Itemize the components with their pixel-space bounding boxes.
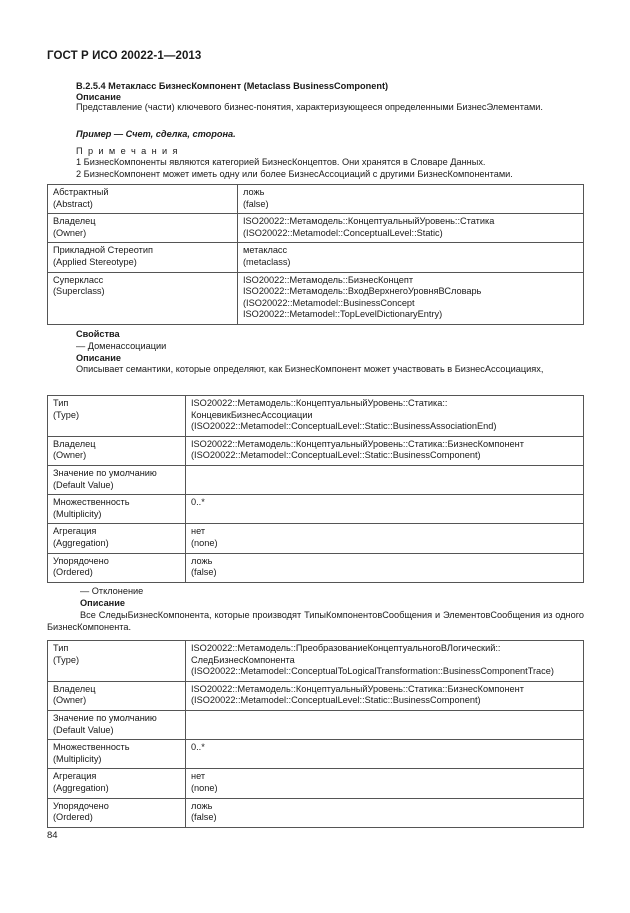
property-name-cell xyxy=(48,185,238,214)
cell-line: ISO20022::Метамодель::БизнесКонцепт xyxy=(243,274,414,285)
property-name-cell xyxy=(48,272,238,324)
table-row xyxy=(48,553,584,582)
table-row xyxy=(48,524,584,553)
property-value-cell xyxy=(186,553,584,582)
cell-line: Владелец xyxy=(53,216,96,227)
table-row xyxy=(48,798,584,827)
domain-associations-table-body xyxy=(48,396,584,583)
cell-line: Множественность xyxy=(53,497,130,508)
cell-line: Значение по умолчанию xyxy=(53,467,157,478)
property-name-cell xyxy=(48,798,186,827)
cell-line: 0..* xyxy=(191,742,205,753)
table-row xyxy=(48,272,584,324)
cell-line: ISO20022::Метамодель::ВходВерхнегоУровняВСловарь xyxy=(243,286,482,297)
property-value-cell xyxy=(186,641,584,682)
property-name-cell xyxy=(48,396,186,437)
deviation-description-text: Все СледыБизнесКомпонента, которые производят ТипыКомпонентовСообщения и ЭлементовСообщения из одного БизнесКомпонента. xyxy=(47,610,584,632)
cell-line: ложь xyxy=(191,555,213,566)
cell-line: ISO20022::Метамодель::КонцептуальныйУровень::Статика::БизнесКомпонент xyxy=(191,683,524,694)
cell-line: (ISO20022::Metamodel::BusinessConcept xyxy=(243,297,415,308)
cell-line: (Default Value) xyxy=(53,724,114,735)
property-value-cell xyxy=(186,396,584,437)
property-name-cell xyxy=(48,740,186,769)
table-row xyxy=(48,740,584,769)
property-name-cell xyxy=(48,553,186,582)
cell-line: Упорядочено xyxy=(53,555,109,566)
cell-line: (Type) xyxy=(53,409,80,420)
cell-line: (ISO20022::Metamodel::ConceptualLevel::Static) xyxy=(243,227,443,238)
cell-line: ISO20022::Metamodel::TopLevelDictionaryEntry) xyxy=(243,309,443,320)
cell-line: (false) xyxy=(243,198,269,209)
cell-line: ISO20022::Метамодель::ПреобразованиеКонцептуальногоВЛогический:: xyxy=(191,643,501,653)
cell-line: метакласс xyxy=(243,245,288,256)
section-heading: B.2.5.4 Метакласс БизнесКомпонент (Metaclass BusinessComponent) xyxy=(76,81,389,91)
property-name-cell xyxy=(48,243,238,272)
cell-line: Агрегация xyxy=(53,526,97,537)
property-item-deviation: — Отклонение xyxy=(80,586,144,596)
cell-line: (ISO20022::Metamodel::ConceptualLevel::Static::BusinessAssociationEnd) xyxy=(191,421,497,432)
property-value-cell xyxy=(186,740,584,769)
cell-line: (Ordered) xyxy=(53,812,93,823)
cell-line: (false) xyxy=(191,812,217,823)
metaclass-table-body xyxy=(48,185,584,325)
property-value-cell xyxy=(238,243,584,272)
table-row xyxy=(48,436,584,465)
cell-line: (Owner) xyxy=(53,450,87,461)
cell-line: Значение по умолчанию xyxy=(53,712,157,723)
property-value-cell xyxy=(186,436,584,465)
cell-line: Абстрактный xyxy=(53,187,109,197)
property-name-cell xyxy=(48,214,238,243)
table-row xyxy=(48,681,584,710)
cell-line: (Type) xyxy=(53,654,80,665)
deviation-table-body xyxy=(48,641,584,828)
cell-line: Тип xyxy=(53,643,69,653)
property-value-cell xyxy=(186,710,584,739)
cell-line: (Aggregation) xyxy=(53,537,109,548)
cell-line: (ISO20022::Metamodel::ConceptualLevel::Static::BusinessComponent) xyxy=(191,450,481,461)
cell-line: (Abstract) xyxy=(53,198,93,209)
property-value-cell xyxy=(186,495,584,524)
table-row xyxy=(48,495,584,524)
cell-line: нет xyxy=(191,526,206,537)
deviation-table xyxy=(47,640,584,828)
table-row xyxy=(48,185,584,214)
property-name-cell xyxy=(48,769,186,798)
property-value-cell xyxy=(238,272,584,324)
cell-line: Владелец xyxy=(53,438,96,449)
description-label: Описание xyxy=(76,92,121,102)
cell-line: Суперкласс xyxy=(53,274,104,285)
note-1: 1 БизнесКомпоненты являются категорией БизнесКонцептов. Они хранятся в Словаре Данных. xyxy=(76,157,486,167)
notes-label: П р и м е ч а н и я xyxy=(76,146,179,156)
table-row xyxy=(48,243,584,272)
table-row xyxy=(48,641,584,682)
cell-line: (Multiplicity) xyxy=(53,508,102,519)
cell-line: Тип xyxy=(53,398,69,408)
metaclass-table xyxy=(47,184,584,325)
property-name-cell xyxy=(48,681,186,710)
table-row xyxy=(48,710,584,739)
cell-line: 0..* xyxy=(191,497,205,508)
property-value-cell xyxy=(186,465,584,494)
cell-line: (Applied Stereotype) xyxy=(53,256,137,267)
cell-line: ISO20022::Метамодель::КонцептуальныйУровень::Статика::БизнесКомпонент xyxy=(191,438,524,449)
cell-line: (metaclass) xyxy=(243,256,291,267)
property-value-cell xyxy=(238,185,584,214)
property-value-cell xyxy=(186,524,584,553)
table-row xyxy=(48,769,584,798)
cell-line: (Superclass) xyxy=(53,286,105,297)
property-value-cell xyxy=(238,214,584,243)
deviation-description-label: Описание xyxy=(80,598,125,608)
property-value-cell xyxy=(186,798,584,827)
property-name-cell xyxy=(48,641,186,682)
cell-line: Прикладной Стереотип xyxy=(53,245,153,256)
property-description-text: Описывает семантики, которые определяют, как БизнесКомпонент может участвовать в БизнесАссоциациях, xyxy=(76,364,544,374)
cell-line: (none) xyxy=(191,537,218,548)
table-row xyxy=(48,465,584,494)
cell-line: (ISO20022::Metamodel::ConceptualToLogicalTransformation::BusinessComponentTrace) xyxy=(191,666,554,677)
table-row xyxy=(48,214,584,243)
table-row xyxy=(48,396,584,437)
cell-line: (false) xyxy=(191,567,217,578)
property-name-cell xyxy=(48,465,186,494)
property-name-cell xyxy=(48,436,186,465)
cell-line: СледБизнесКомпонента xyxy=(191,654,295,665)
property-name-cell xyxy=(48,524,186,553)
cell-line: ложь xyxy=(191,800,213,811)
cell-line: Владелец xyxy=(53,683,96,694)
cell-line: ISO20022::Метамодель::КонцептуальныйУровень::Статика xyxy=(243,216,495,227)
cell-line: нет xyxy=(191,771,206,782)
cell-line: (ISO20022::Metamodel::ConceptualLevel::Static::BusinessComponent) xyxy=(191,695,481,706)
description-text xyxy=(76,101,584,113)
cell-line: (Ordered) xyxy=(53,567,93,578)
cell-line: (Owner) xyxy=(53,695,87,706)
cell-line: ложь xyxy=(243,187,265,197)
property-description-label: Описание xyxy=(76,353,121,363)
property-name-cell xyxy=(48,495,186,524)
cell-line: ISO20022::Метамодель::КонцептуальныйУровень::Статика:: xyxy=(191,398,448,408)
cell-line: (none) xyxy=(191,782,218,793)
properties-label: Свойства xyxy=(76,329,120,339)
page-header: ГОСТ Р ИСО 20022-1—2013 xyxy=(47,50,202,62)
property-name-cell xyxy=(48,710,186,739)
cell-line: (Default Value) xyxy=(53,479,114,490)
cell-line: (Owner) xyxy=(53,227,87,238)
cell-line: КонцевикБизнесАссоциации xyxy=(191,409,313,420)
cell-line: Упорядочено xyxy=(53,800,109,811)
description-text-content: Представление (части) ключевого бизнес-понятия, характеризующееся определенными БизнесЭлементами. xyxy=(76,102,543,112)
property-value-cell xyxy=(186,769,584,798)
property-item-domain-associations: — Доменассоциации xyxy=(76,341,167,351)
domain-associations-table xyxy=(47,395,584,583)
cell-line: (Aggregation) xyxy=(53,782,109,793)
cell-line: (Multiplicity) xyxy=(53,753,102,764)
example-text: Пример — Счет, сделка, сторона. xyxy=(76,129,236,139)
cell-line: Множественность xyxy=(53,742,130,753)
note-2: 2 БизнесКомпонент может иметь одну или более БизнесАссоциаций с другими БизнесКомпонентами. xyxy=(76,169,513,179)
page-number: 84 xyxy=(47,830,58,841)
property-value-cell xyxy=(186,681,584,710)
cell-line: Агрегация xyxy=(53,771,97,782)
